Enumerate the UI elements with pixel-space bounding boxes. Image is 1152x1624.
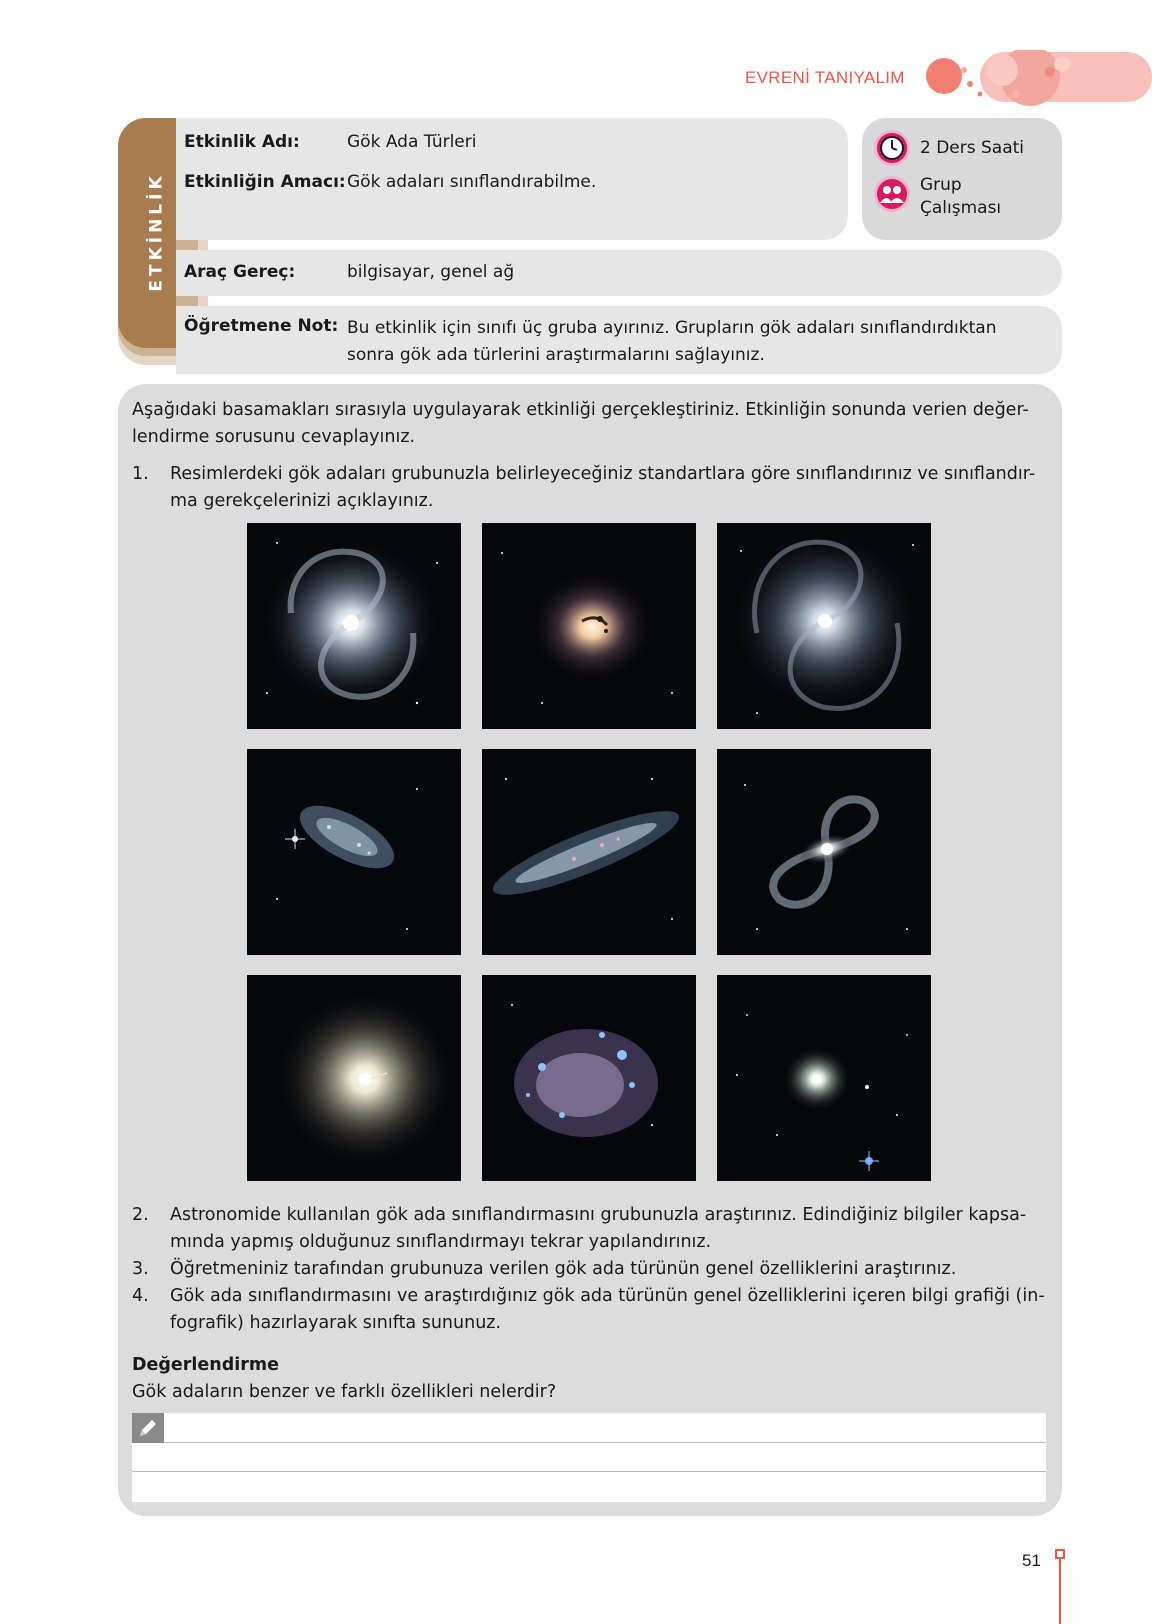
section-title: EVRENİ TANIYALIM [745, 68, 905, 87]
duration-text: 2 Ders Saati [920, 138, 1025, 158]
step-1-line-2: ma gerekçelerinizi açıklayınız. [170, 491, 434, 511]
answer-line [132, 1442, 1046, 1443]
galaxy-image-elliptical [247, 975, 461, 1181]
teacher-note-label: Öğretmene Not: [184, 316, 339, 336]
galaxy-image-irregular-blue [482, 975, 696, 1181]
clock-icon [874, 130, 910, 166]
galaxy-image-spiral [247, 523, 461, 729]
evaluation-title: Değerlendirme [132, 1355, 280, 1375]
galaxy-image-irregular [247, 749, 461, 955]
activity-side-label: ETKİNLİK [147, 172, 167, 292]
galaxy-image-edge-on [482, 749, 696, 955]
galaxy-image-elliptical-dust [482, 523, 696, 729]
intro-line-2: lendirme sorusunu cevaplayınız. [132, 427, 416, 447]
header-decoration [920, 50, 1152, 110]
step-4-line-2: fografik) hazırlayarak sınıfta sununuz. [170, 1313, 502, 1333]
page-marker [1055, 1549, 1065, 1559]
step-2-line-2: mında yapmış olduğunuz sınıflandırmayı tekrar yapılandırınız. [170, 1232, 712, 1252]
page-number: 51 [1022, 1551, 1041, 1570]
step-number: 1. [132, 464, 149, 484]
evaluation-question: Gök adaların benzer ve farklı özellikleri nelerdir? [132, 1382, 557, 1402]
step-1-line-1: Resimlerdeki gök adaları grubunuzla belirleyeceğiniz standartlara göre sınıflandırınız ve sınıflandır- [170, 464, 1036, 484]
tools-value: bilgisayar, genel ağ [347, 262, 515, 282]
answer-area[interactable] [132, 1413, 1046, 1502]
galaxy-image-barred-spiral [717, 749, 931, 955]
galaxy-image-spiral-loose [717, 523, 931, 729]
tools-label: Araç Gereç: [184, 262, 296, 282]
step-number: 4. [132, 1286, 149, 1306]
activity-goal-label: Etkinliğin Amacı: [184, 172, 346, 192]
page-edge-line [1059, 1559, 1061, 1624]
pencil-icon [132, 1413, 164, 1443]
step-4-line-1: Gök ada sınıflandırmasını ve araştırdığınız gök ada türünün genel özelliklerini içeren bilgi grafiği (in- [170, 1286, 1045, 1306]
step-3-line-1: Öğretmeniniz tarafından grubunuza verilen gök ada türünün genel özelliklerini araştırınız. [170, 1259, 957, 1279]
intro-line-1: Aşağıdaki basamakları sırasıyla uygulayarak etkinliği gerçekleştiriniz. Etkinliğin sonunda verien değer- [132, 400, 1029, 420]
step-2-line-1: Astronomide kullanılan gök ada sınıflandırmasını grubunuzla araştırınız. Edindiğiniz bilgiler kapsa- [170, 1205, 1027, 1225]
activity-name-value: Gök Ada Türleri [347, 132, 477, 152]
teacher-note-line-2: sonra gök ada türlerini araştırmalarını sağlayınız. [347, 345, 765, 365]
answer-line [132, 1471, 1046, 1472]
step-number: 2. [132, 1205, 149, 1225]
group-text-1: Grup [920, 175, 962, 195]
activity-name-label: Etkinlik Adı: [184, 132, 300, 152]
group-icon [874, 176, 910, 212]
step-number: 3. [132, 1259, 149, 1279]
teacher-note-line-1: Bu etkinlik için sınıfı üç gruba ayırınız. Grupların gök adaları sınıflandırdıktan [347, 318, 997, 338]
group-text-2: Çalışması [920, 198, 1002, 218]
activity-goal-value: Gök adaları sınıflandırabilme. [347, 172, 597, 192]
tools-box [176, 250, 1062, 296]
galaxy-image-elliptical-starfield [717, 975, 931, 1181]
